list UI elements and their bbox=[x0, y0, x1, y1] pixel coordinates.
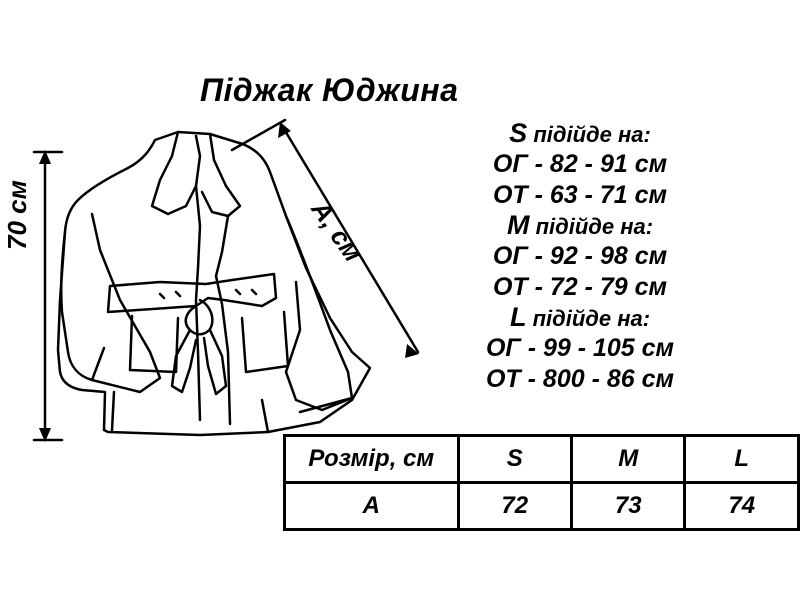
size-m-waist: ОТ - 72 - 79 см bbox=[492, 272, 668, 301]
size-letter-s: S bbox=[509, 118, 528, 148]
size-guide bbox=[420, 118, 740, 394]
size-letter-l: L bbox=[509, 302, 527, 333]
table-header-s: S bbox=[458, 436, 571, 483]
size-guide-heading-l bbox=[420, 302, 740, 333]
size-s-chest: ОГ - 82 - 91 см bbox=[492, 150, 668, 179]
length-dimension-label: А, см bbox=[305, 195, 369, 268]
size-s-waist: ОТ - 63 - 71 см bbox=[492, 180, 668, 209]
table-row bbox=[285, 483, 799, 530]
table-cell-a-m: 73 bbox=[572, 483, 685, 530]
size-guide-heading-m bbox=[420, 210, 740, 241]
size-table bbox=[283, 434, 800, 531]
size-l-chest: ОГ - 99 - 105 см bbox=[485, 334, 675, 363]
size-intro-m: підійде на: bbox=[535, 214, 654, 240]
size-intro-s: підійде на: bbox=[533, 122, 651, 147]
size-letter-m: M bbox=[506, 210, 530, 241]
size-intro-l: підійде на: bbox=[532, 306, 651, 332]
size-l-waist: ОТ - 800 - 86 см bbox=[485, 364, 674, 393]
table-header-m: M bbox=[572, 436, 685, 483]
size-m-chest: ОГ - 92 - 98 см bbox=[492, 242, 668, 271]
table-header-measure: Розмір, см bbox=[285, 436, 459, 483]
page-title: Піджак Юджина bbox=[200, 72, 459, 108]
table-cell-measure-a: А bbox=[285, 483, 459, 530]
table-cell-a-l: 74 bbox=[685, 483, 799, 530]
size-guide-heading-s bbox=[420, 118, 740, 149]
vertical-dimension-arrow-icon bbox=[34, 150, 62, 442]
table-header-l: L bbox=[685, 436, 799, 483]
table-cell-a-s: 72 bbox=[458, 483, 571, 530]
height-dimension-label: 70 см bbox=[2, 180, 32, 250]
table-header-row bbox=[285, 436, 799, 483]
